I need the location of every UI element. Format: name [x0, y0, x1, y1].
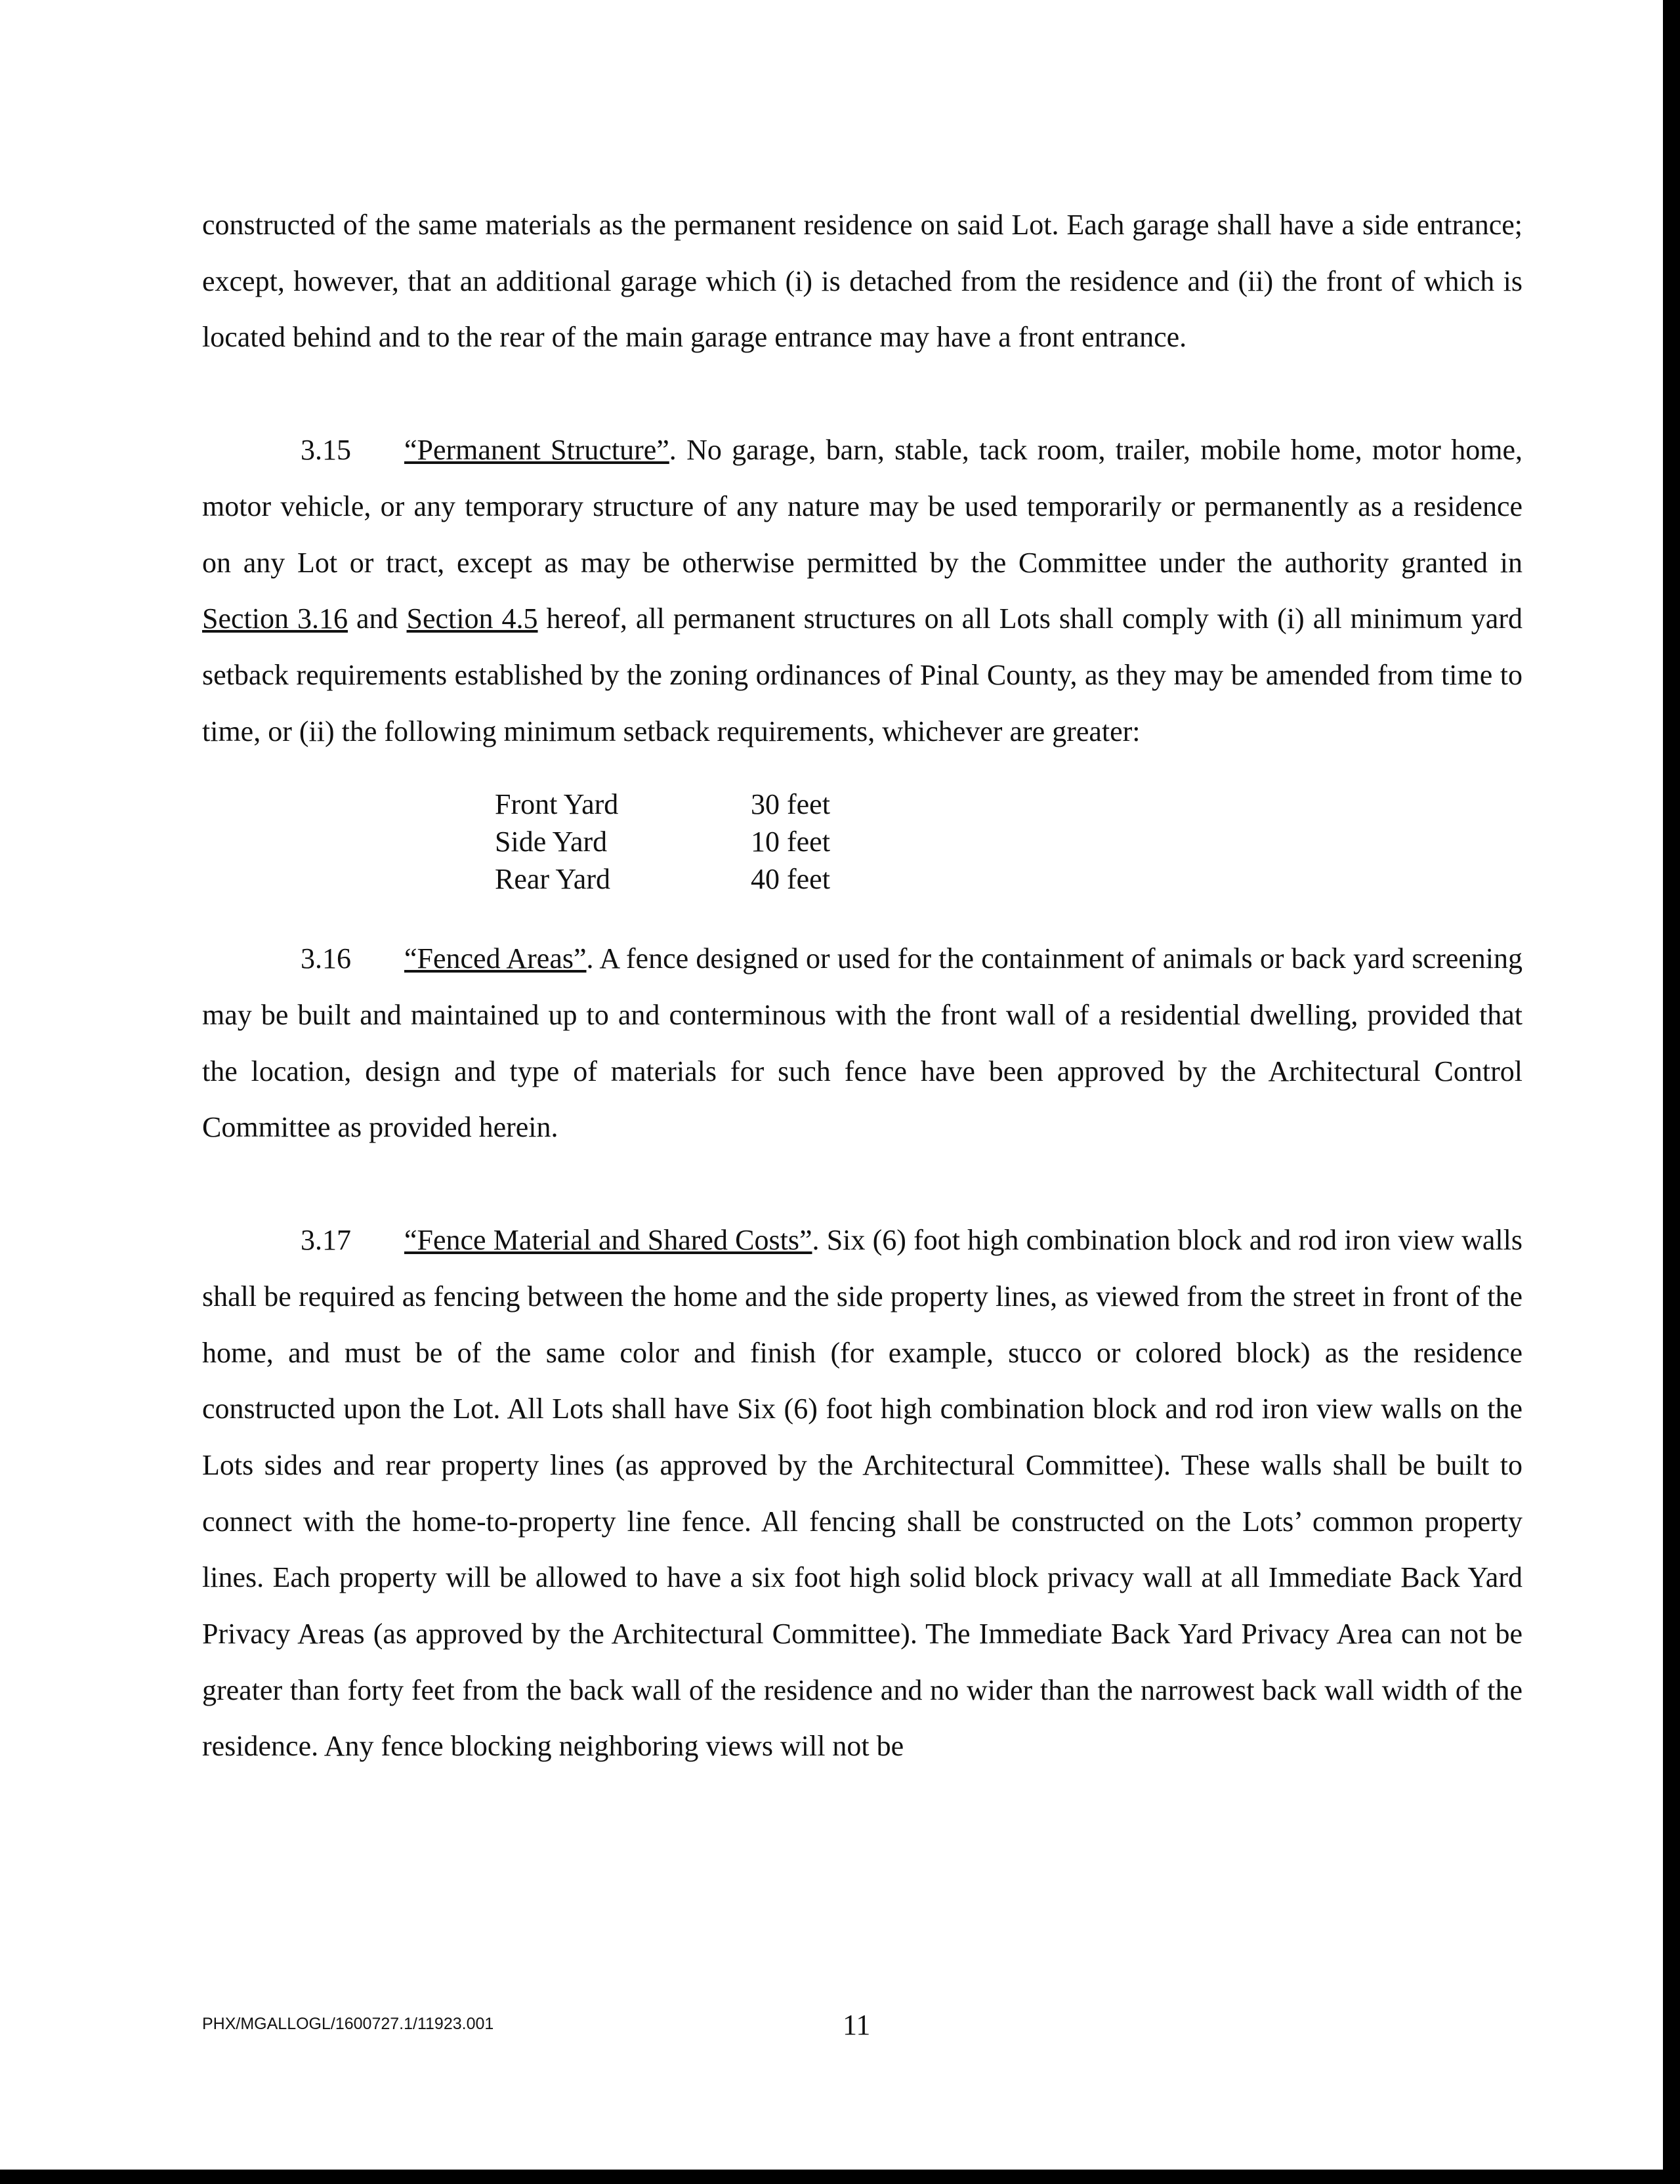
setback-label: Rear Yard — [495, 863, 610, 896]
section-body: . A fence designed or used for the containment of animals or back yard screening may be built and maintained up to and conterminous with the front wall of a residential dwelling, provided that the location, design and type of materials for such fence have been approved by the Architectural Control Committee as provided herein. — [202, 942, 1522, 1144]
section-body: . Six (6) foot high combination block and rod iron view walls shall be required as fencing between the home and the side property lines, as viewed from the street in front of the home, and must be of the same color and finish (for example, stucco or colored block) as the residence constructed upon the Lot. All Lots shall have Six (6) foot high combination block and rod iron view walls on the Lots sides and rear property lines (as approved by the Architectural Committee). These walls shall be built to connect with the home-to-property line fence. All fencing shall be constructed on the Lots’ common property lines. Each property will be allowed to have a six foot high solid block privacy wall at all Immediate Back Yard Privacy Areas (as approved by the Architectural Committee). The Immediate Back Yard Privacy Area can not be greater than forty feet from the back wall of the residence and no wider than the narrowest back wall width of the residence. Any fence blocking neighboring views will not be — [202, 1224, 1523, 1763]
section-title: “Fence Material and Shared Costs” — [404, 1224, 812, 1257]
document-page — [202, 197, 1522, 1774]
setback-value: 30 feet — [751, 788, 830, 821]
setback-value: 40 feet — [751, 863, 830, 896]
setback-label: Side Yard — [495, 826, 608, 858]
section-number: 3.16 — [301, 942, 351, 975]
paragraph-continuation-text: constructed of the same materials as the permanent residence on said Lot. Each garage shall have a side entrance; except, however, that an additional garage which (i) is detached from the residence and (ii) the front of which is located behind and to the rear of the main garage entrance may have a front entrance. — [202, 209, 1522, 354]
table-row — [495, 786, 830, 823]
table-row — [495, 860, 830, 898]
table-row — [495, 823, 830, 860]
section-reference: Section 3.16 — [202, 602, 348, 635]
section-number: 3.15 — [301, 434, 351, 467]
setback-value: 10 feet — [751, 826, 830, 858]
setback-table — [495, 786, 830, 898]
conjunction-text: and — [347, 602, 407, 635]
section-body: hereof, all permanent structures on all Lots shall comply with (i) all minimum yard setback requirements established by the zoning ordinances of Pinal County, as they may be amended from time to time, or (ii) the following minimum setback requirements, whichever are greater: — [202, 602, 1522, 747]
scan-border-bottom — [0, 2170, 1680, 2184]
section-number: 3.17 — [301, 1224, 351, 1257]
section-3-16 — [202, 931, 1522, 1156]
section-body: . No garage, barn, stable, tack room, trailer, mobile home, motor home, motor vehicle, or any temporary structure of any nature may be used temporarily or permanently as a residence on any Lot or tract, except as may be otherwise permitted by the Committee under the authority granted in — [202, 434, 1522, 579]
page-number: 11 — [843, 2009, 871, 2041]
scan-border-right — [1663, 0, 1680, 2184]
section-title: “Fenced Areas” — [404, 942, 587, 975]
page-footer — [202, 2008, 1522, 2048]
setback-label: Front Yard — [495, 788, 619, 821]
section-3-17 — [202, 1212, 1522, 1774]
paragraph-continuation — [202, 197, 1522, 366]
section-title: “Permanent Structure” — [404, 434, 669, 467]
section-reference: Section 4.5 — [406, 602, 538, 635]
section-3-15 — [202, 422, 1522, 759]
document-id: PHX/MGALLOGL/1600727.1/11923.001 — [202, 2015, 494, 2033]
